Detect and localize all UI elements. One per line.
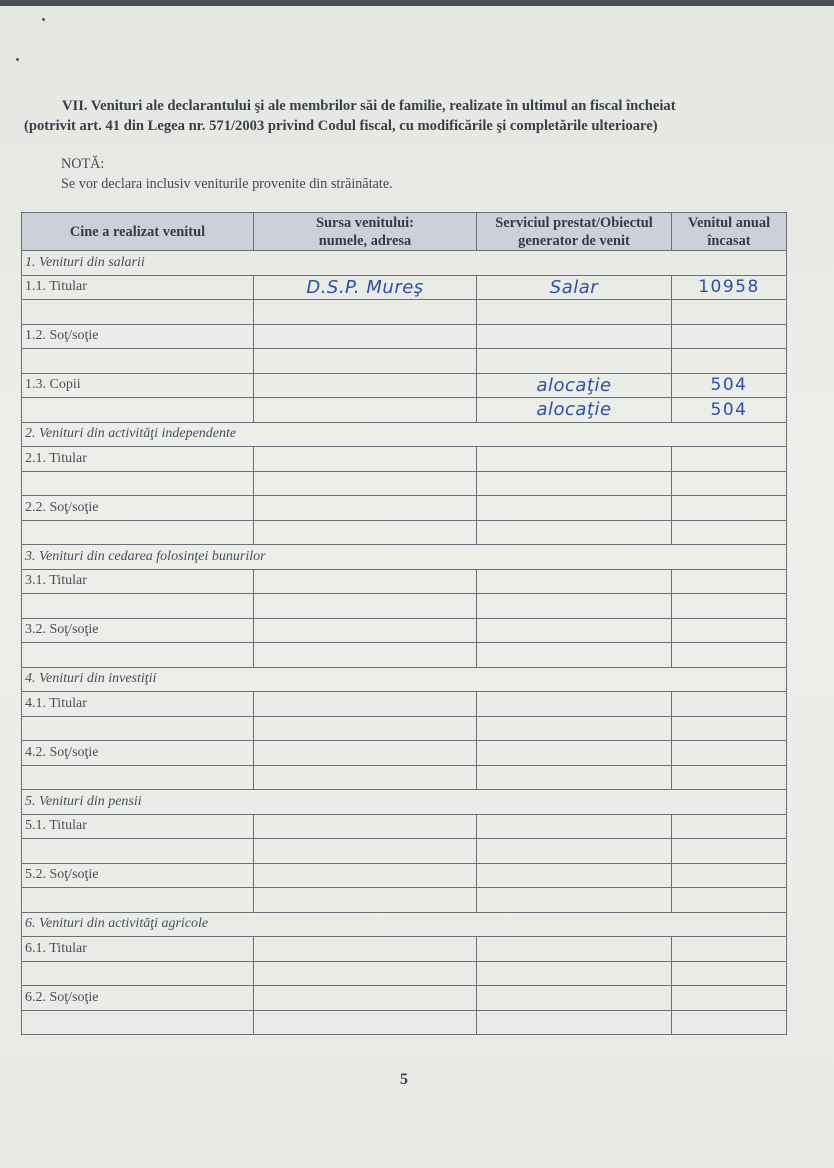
table-row	[22, 961, 787, 986]
table-row	[22, 643, 787, 668]
section-title: 2. Venituri din activităţi independente	[22, 422, 787, 447]
header-who: Cine a realizat venitul	[22, 213, 254, 251]
cell-who[interactable]: 6.1. Titular	[22, 937, 254, 962]
heading-line-1: VII. Venituri ale declarantului şi ale membrilor săi de familie, realizate în ultimul an fiscal încheiat	[62, 98, 676, 114]
cell-income[interactable]	[672, 937, 787, 962]
section-row	[22, 667, 787, 692]
cell-source[interactable]	[254, 765, 477, 790]
table-row	[22, 716, 787, 741]
cell-income[interactable]	[672, 300, 787, 325]
cell-who[interactable]	[22, 888, 254, 913]
cell-income[interactable]	[672, 863, 787, 888]
cell-who[interactable]	[22, 471, 254, 496]
cell-income[interactable]	[672, 692, 787, 717]
cell-service[interactable]	[477, 741, 672, 766]
section-row	[22, 545, 787, 570]
cell-income[interactable]	[672, 741, 787, 766]
cell-who[interactable]: 5.2. Soţ/soţie	[22, 863, 254, 888]
table-row	[22, 765, 787, 790]
cell-source[interactable]	[254, 324, 477, 349]
section-title: 1. Venituri din salarii	[22, 251, 787, 276]
note-title: NOTĂ:	[61, 156, 105, 172]
table-row	[22, 349, 787, 374]
table-row	[22, 741, 787, 766]
cell-who[interactable]: 6.2. Soţ/soţie	[22, 986, 254, 1011]
note-block	[61, 154, 393, 194]
section-row	[22, 251, 787, 276]
cell-source[interactable]	[254, 447, 477, 472]
table-row	[22, 447, 787, 472]
cell-service[interactable]	[477, 447, 672, 472]
table-row	[22, 520, 787, 545]
cell-income[interactable]: 10958	[672, 275, 787, 300]
cell-who[interactable]: 5.1. Titular	[22, 814, 254, 839]
cell-who[interactable]: 1.1. Titular	[22, 275, 254, 300]
cell-source[interactable]	[254, 692, 477, 717]
table-row	[22, 986, 787, 1011]
cell-who[interactable]: 3.1. Titular	[22, 569, 254, 594]
cell-who[interactable]	[22, 716, 254, 741]
cell-service[interactable]	[477, 349, 672, 374]
table-row	[22, 373, 787, 398]
cell-service[interactable]	[477, 986, 672, 1011]
cell-who[interactable]: 1.2. Soţ/soţie	[22, 324, 254, 349]
cell-source[interactable]	[254, 961, 477, 986]
cell-who[interactable]	[22, 300, 254, 325]
table-row	[22, 275, 787, 300]
header-service: Serviciul prestat/Obiectul generator de venit	[477, 213, 672, 251]
cell-who[interactable]: 2.2. Soţ/soţie	[22, 496, 254, 521]
table-header-row	[22, 213, 787, 251]
cell-source[interactable]	[254, 373, 477, 398]
cell-source[interactable]	[254, 496, 477, 521]
cell-source[interactable]	[254, 986, 477, 1011]
cell-service[interactable]	[477, 594, 672, 619]
cell-source[interactable]	[254, 618, 477, 643]
table-row	[22, 937, 787, 962]
cell-service[interactable]	[477, 692, 672, 717]
cell-source[interactable]	[254, 1010, 477, 1035]
cell-service[interactable]	[477, 937, 672, 962]
note-text: Se vor declara inclusiv veniturile provenite din străinătate.	[61, 176, 393, 192]
section-title: 6. Venituri din activităţi agricole	[22, 912, 787, 937]
cell-source[interactable]	[254, 643, 477, 668]
cell-source[interactable]	[254, 349, 477, 374]
cell-income[interactable]	[672, 814, 787, 839]
cell-who[interactable]: 4.2. Soţ/soţie	[22, 741, 254, 766]
cell-service[interactable]: Salar	[477, 275, 672, 300]
cell-who[interactable]	[22, 765, 254, 790]
cell-service[interactable]	[477, 618, 672, 643]
cell-income[interactable]	[672, 349, 787, 374]
cell-who[interactable]	[22, 643, 254, 668]
cell-income[interactable]	[672, 520, 787, 545]
cell-service[interactable]	[477, 961, 672, 986]
cell-source[interactable]	[254, 569, 477, 594]
section-row	[22, 422, 787, 447]
cell-service[interactable]	[477, 520, 672, 545]
page-number: 5	[400, 1071, 408, 1088]
cell-who[interactable]: 3.2. Soţ/soţie	[22, 618, 254, 643]
table-row	[22, 839, 787, 864]
cell-service[interactable]	[477, 1010, 672, 1035]
cell-source[interactable]	[254, 937, 477, 962]
cell-service[interactable]: alocaţie	[477, 373, 672, 398]
cell-income[interactable]: 504	[672, 398, 787, 423]
table-row	[22, 300, 787, 325]
header-source: Sursa venitului: numele, adresa	[254, 213, 477, 251]
cell-source[interactable]	[254, 300, 477, 325]
cell-who[interactable]	[22, 1010, 254, 1035]
cell-income[interactable]	[672, 594, 787, 619]
table-row	[22, 618, 787, 643]
cell-service[interactable]	[477, 863, 672, 888]
table-row	[22, 398, 787, 423]
cell-service[interactable]	[477, 765, 672, 790]
cell-service[interactable]	[477, 300, 672, 325]
table-body	[22, 251, 787, 1035]
cell-service[interactable]	[477, 888, 672, 913]
cell-source[interactable]	[254, 839, 477, 864]
cell-who[interactable]	[22, 961, 254, 986]
cell-source[interactable]	[254, 520, 477, 545]
cell-source[interactable]	[254, 398, 477, 423]
cell-who[interactable]	[22, 349, 254, 374]
table-row	[22, 324, 787, 349]
cell-source[interactable]	[254, 863, 477, 888]
cell-service[interactable]	[477, 471, 672, 496]
cell-income[interactable]	[672, 447, 787, 472]
section-heading	[24, 96, 794, 136]
cell-who[interactable]	[22, 839, 254, 864]
table-row	[22, 1010, 787, 1035]
scan-speck	[42, 18, 45, 21]
header-income: Venitul anual încasat	[672, 213, 787, 251]
cell-source[interactable]	[254, 716, 477, 741]
cell-income[interactable]	[672, 765, 787, 790]
table-row	[22, 888, 787, 913]
cell-who[interactable]	[22, 594, 254, 619]
cell-income[interactable]	[672, 716, 787, 741]
cell-who[interactable]	[22, 398, 254, 423]
scan-edge	[0, 0, 834, 6]
cell-income[interactable]	[672, 1010, 787, 1035]
cell-service[interactable]	[477, 569, 672, 594]
cell-source[interactable]	[254, 888, 477, 913]
cell-source[interactable]: D.S.P. Mureş	[254, 275, 477, 300]
table-row	[22, 814, 787, 839]
cell-income[interactable]	[672, 618, 787, 643]
section-title: 5. Venituri din pensii	[22, 790, 787, 815]
cell-income[interactable]: 504	[672, 373, 787, 398]
cell-who[interactable]: 1.3. Copii	[22, 373, 254, 398]
cell-income[interactable]	[672, 961, 787, 986]
cell-service[interactable]	[477, 643, 672, 668]
table-row	[22, 471, 787, 496]
cell-service[interactable]	[477, 324, 672, 349]
cell-income[interactable]	[672, 569, 787, 594]
cell-who[interactable]	[22, 520, 254, 545]
table-row	[22, 692, 787, 717]
income-table	[21, 212, 787, 1035]
section-row	[22, 912, 787, 937]
cell-service[interactable]	[477, 814, 672, 839]
section-title: 3. Venituri din cedarea folosinţei bunurilor	[22, 545, 787, 570]
table-row	[22, 496, 787, 521]
cell-income[interactable]	[672, 324, 787, 349]
cell-service[interactable]	[477, 496, 672, 521]
cell-who[interactable]: 2.1. Titular	[22, 447, 254, 472]
heading-line-2: (potrivit art. 41 din Legea nr. 571/2003 privind Codul fiscal, cu modificările şi completările ulterioare)	[24, 118, 658, 134]
cell-income[interactable]	[672, 986, 787, 1011]
cell-service[interactable]	[477, 716, 672, 741]
table-row	[22, 569, 787, 594]
cell-who[interactable]: 4.1. Titular	[22, 692, 254, 717]
cell-income[interactable]	[672, 471, 787, 496]
cell-income[interactable]	[672, 496, 787, 521]
table-row	[22, 863, 787, 888]
cell-source[interactable]	[254, 814, 477, 839]
section-title: 4. Venituri din investiţii	[22, 667, 787, 692]
cell-source[interactable]	[254, 594, 477, 619]
cell-income[interactable]	[672, 888, 787, 913]
table-row	[22, 594, 787, 619]
cell-income[interactable]	[672, 643, 787, 668]
section-row	[22, 790, 787, 815]
cell-source[interactable]	[254, 471, 477, 496]
cell-source[interactable]	[254, 741, 477, 766]
scan-speck	[16, 58, 19, 61]
cell-income[interactable]	[672, 839, 787, 864]
cell-service[interactable]	[477, 839, 672, 864]
cell-service[interactable]: alocaţie	[477, 398, 672, 423]
